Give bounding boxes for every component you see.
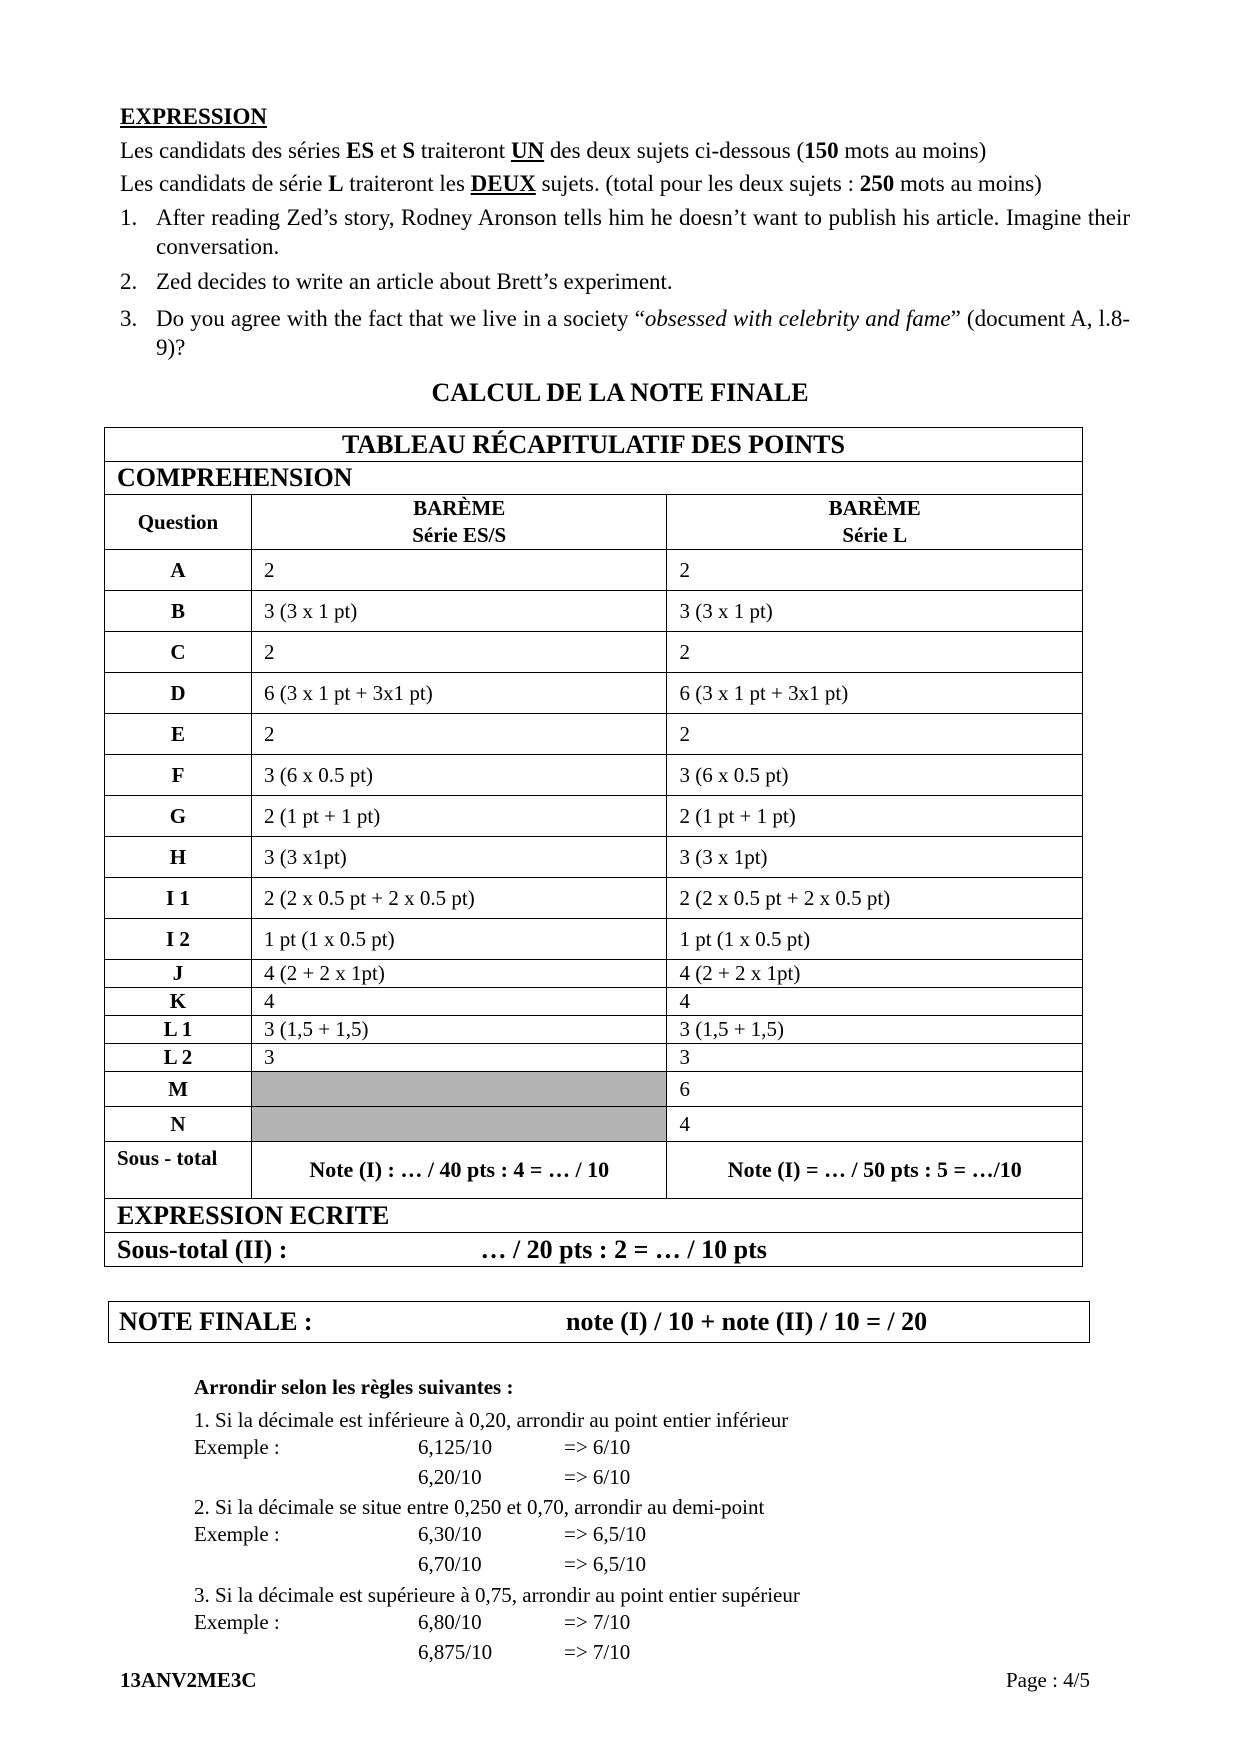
- example-from: 6,30/10: [418, 1522, 482, 1546]
- table-row: B 3 (3 x 1 pt) 3 (3 x 1 pt): [105, 591, 1083, 632]
- example-to: => 6,5/10: [564, 1522, 647, 1546]
- table-row: L 1 3 (1,5 + 1,5) 3 (1,5 + 1,5): [105, 1016, 1083, 1044]
- bareme-l-header: BARÈME Série L: [667, 495, 1083, 550]
- recap-table: [104, 427, 1083, 1267]
- example-label: Exemple :: [194, 1435, 280, 1459]
- table-row: K 4 4: [105, 988, 1083, 1016]
- example-from: 6,125/10: [418, 1435, 493, 1459]
- example-to: => 7/10: [564, 1610, 631, 1634]
- table-row: E 2 2: [105, 714, 1083, 755]
- rounding-title: Arrondir selon les règles suivantes :: [194, 1375, 514, 1399]
- example-from: 6,70/10: [418, 1552, 482, 1576]
- document-code: 13ANV2ME3C: [120, 1668, 257, 1692]
- calc-title: CALCUL DE LA NOTE FINALE: [431, 378, 809, 407]
- note-finale-formula: note (I) / 10 + note (II) / 10 = / 20: [566, 1307, 928, 1336]
- page-number: Page : 4/5: [1006, 1668, 1090, 1692]
- rounding-rule-3: 3. Si la décimale est supérieure à 0,75, arrondir au point entier supérieur: [194, 1583, 800, 1607]
- table-row: A 2 2: [105, 550, 1083, 591]
- table-row: L 2 3 3: [105, 1044, 1083, 1072]
- example-to: => 6,5/10: [564, 1552, 647, 1576]
- table-title: TABLEAU RÉCAPITULATIF DES POINTS: [105, 428, 1083, 462]
- expression-ecrite-header: EXPRESSION ECRITE: [105, 1199, 1083, 1233]
- table-row: F 3 (6 x 0.5 pt) 3 (6 x 0.5 pt): [105, 755, 1083, 796]
- comprehension-header: COMPREHENSION: [105, 462, 1083, 495]
- question-header: Question: [105, 495, 252, 550]
- example-to: => 7/10: [564, 1640, 631, 1664]
- table-row: H 3 (3 x1pt) 3 (3 x 1pt): [105, 837, 1083, 878]
- example-label: Exemple :: [194, 1522, 280, 1546]
- table-row: I 1 2 (2 x 0.5 pt + 2 x 0.5 pt) 2 (2 x 0.5 pt + 2 x 0.5 pt): [105, 878, 1083, 919]
- note-finale-box: [108, 1301, 1090, 1343]
- subject-item-1: 1. After reading Zed’s story, Rodney Aronson tells him he doesn’t want to publish his article. Imagine their conversation.: [120, 205, 1130, 259]
- expression-instruction-1: Les candidats des séries ES et S traiteront UN des deux sujets ci-dessous (150 mots au moins): [120, 138, 987, 163]
- subject-item-3: 3. Do you agree with the fact that we live in a society “obsessed with celebrity and fame” (document A, l.8-9)?: [120, 306, 1130, 360]
- sous-total-ii-row: Sous-total (II) : … / 20 pts : 2 = … / 10 pts: [105, 1233, 1083, 1267]
- rounding-rule-1: 1. Si la décimale est inférieure à 0,20, arrondir au point entier inférieur: [194, 1408, 789, 1432]
- sous-total-row: Sous - total Note (I) : … / 40 pts : 4 = … / 10 Note (I) = … / 50 pts : 5 = …/10: [105, 1142, 1083, 1199]
- example-to: => 6/10: [564, 1435, 631, 1459]
- rounding-rule-2: 2. Si la décimale se situe entre 0,250 et 0,70, arrondir au demi-point: [194, 1495, 765, 1519]
- table-row: C 2 2: [105, 632, 1083, 673]
- example-from: 6,20/10: [418, 1465, 482, 1489]
- table-row: M 6: [105, 1072, 1083, 1107]
- note-finale-label: NOTE FINALE :: [119, 1307, 313, 1336]
- expression-instruction-2: Les candidats de série L traiteront les DEUX sujets. (total pour les deux sujets : 250 mots au moins): [120, 171, 1042, 196]
- table-row: I 2 1 pt (1 x 0.5 pt) 1 pt (1 x 0.5 pt): [105, 919, 1083, 960]
- subject-item-2: 2. Zed decides to write an article about Brett’s experiment.: [120, 269, 673, 294]
- expression-title: EXPRESSION: [120, 104, 267, 129]
- example-from: 6,80/10: [418, 1610, 482, 1634]
- table-row: G 2 (1 pt + 1 pt) 2 (1 pt + 1 pt): [105, 796, 1083, 837]
- example-to: => 6/10: [564, 1465, 631, 1489]
- example-from: 6,875/10: [418, 1640, 493, 1664]
- example-label: Exemple :: [194, 1610, 280, 1634]
- bareme-ess-header: BARÈME Série ES/S: [251, 495, 667, 550]
- table-row: D 6 (3 x 1 pt + 3x1 pt) 6 (3 x 1 pt + 3x1 pt): [105, 673, 1083, 714]
- table-row: J 4 (2 + 2 x 1pt) 4 (2 + 2 x 1pt): [105, 960, 1083, 988]
- table-row: N 4: [105, 1107, 1083, 1142]
